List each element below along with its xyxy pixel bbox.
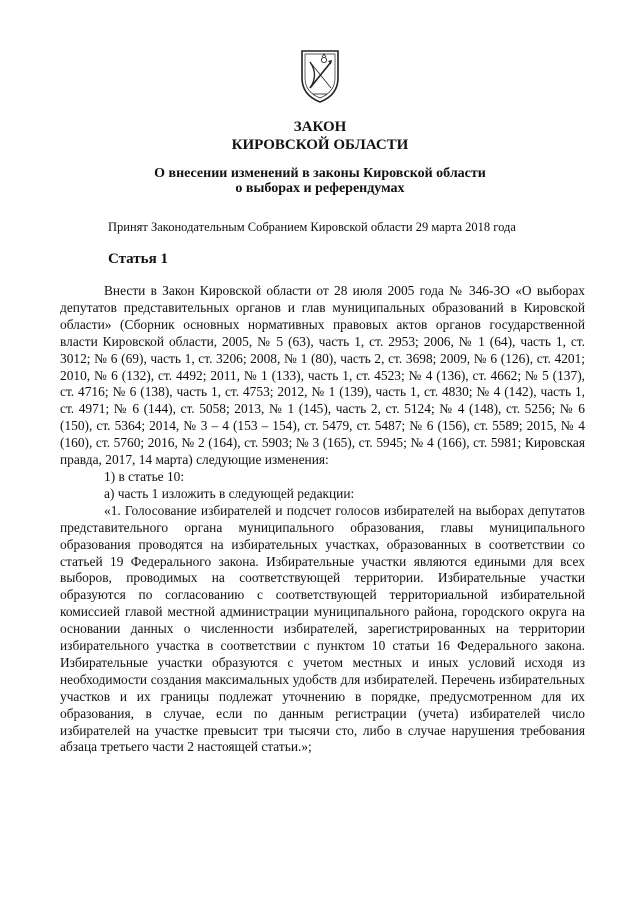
adoption-note: Принят Законодательным Собранием Кировской области 29 марта 2018 года	[108, 220, 516, 234]
article-heading: Статья 1	[108, 251, 168, 267]
law-subtitle-line2: о выборах и референдумах	[235, 181, 405, 196]
region-title: КИРОВСКОЙ ОБЛАСТИ	[231, 137, 409, 153]
article-paragraph-intro: Внести в Закон Кировской области от 28 июля 2005 года № 346-ЗО «О выборах депутатов представительных органов и глав муниципальных образований в Кировской области» (Сборник основных нормативных правовых актов органов государственной власти Кировской области, 2005, № 5 (63), часть 1, ст. 2953; 2006, № 1 (64), часть 1, ст. 3012; № 6 (69), часть 1, ст. 3206; 2008, № 1 (80), часть 2, ст. 3698; 2009, № 6 (126), ст. 4201; 2010, № 6 (132), ст. 4492; 2011, № 1 (133), часть 1, ст. 4523; № 4 (136), ст. 4662; № 5 (137), ст. 4716; № 6 (138), часть 1, ст. 4753; 2012, № 1 (139), часть 1, ст. 4830; № 4 (142), часть 1, ст. 4971; № 6 (144), ст. 5058; 2013, № 1 (145), часть 2, ст. 5124; № 4 (148), ст. 5256; № 6 (150), ст. 5364; 2014, № 3 – 4 (153 – 154), ст. 5479, ст. 5487; № 6 (156), ст. 5589; 2015, № 4 (160), ст. 5760; 2016, № 2 (164), ст. 5903; № 3 (165), ст. 5945; № 4 (166), ст. 5981; Кировская правда, 2017, 14 марта) следующие изменения:	[60, 283, 585, 468]
article-paragraph-quoted-text: «1. Голосование избирателей и подсчет голосов избирателей на выборах депутатов представительного органа муниципального образования, главы муниципального образования проводятся на избирательных участках, образованных в соответствии со статьей 19 Федерального закона. Избирательные участки являются едиными для всех выборов, проводимых на соответствующей территории. Избирательные участки образуются по согласованию с соответствующей территориальной избирательной комиссией главой местной администрации муниципального района, городского округа на основании данных о численности избирателей, зарегистрированных на территории избирательного участка в соответствии с пунктом 10 статьи 16 Федерального закона. Избирательные участки образуются с учетом местных и иных условий исходя из необходимости создания максимальных удобств для избирателей. Перечень избирательных участков и их границы подлежат уточнению в порядке, предусмотренном для их образования, в случае, если по данным регистрации (учета) избирателей число избирателей на участке превысит три тысячи сто, либо в случае нарушения требования абзаца третьего части 2 настоящей статьи.»;	[60, 502, 585, 755]
article-paragraph-item1: 1) в статье 10:	[104, 468, 185, 484]
article-paragraph-item-a: а) часть 1 изложить в следующей редакции:	[104, 485, 355, 501]
coat-of-arms-emblem	[298, 48, 342, 104]
law-subtitle-line1: О внесении изменений в законы Кировской области	[154, 166, 486, 181]
law-title: ЗАКОН	[293, 119, 347, 135]
article-body	[60, 283, 585, 756]
coat-of-arms-icon	[298, 48, 342, 104]
